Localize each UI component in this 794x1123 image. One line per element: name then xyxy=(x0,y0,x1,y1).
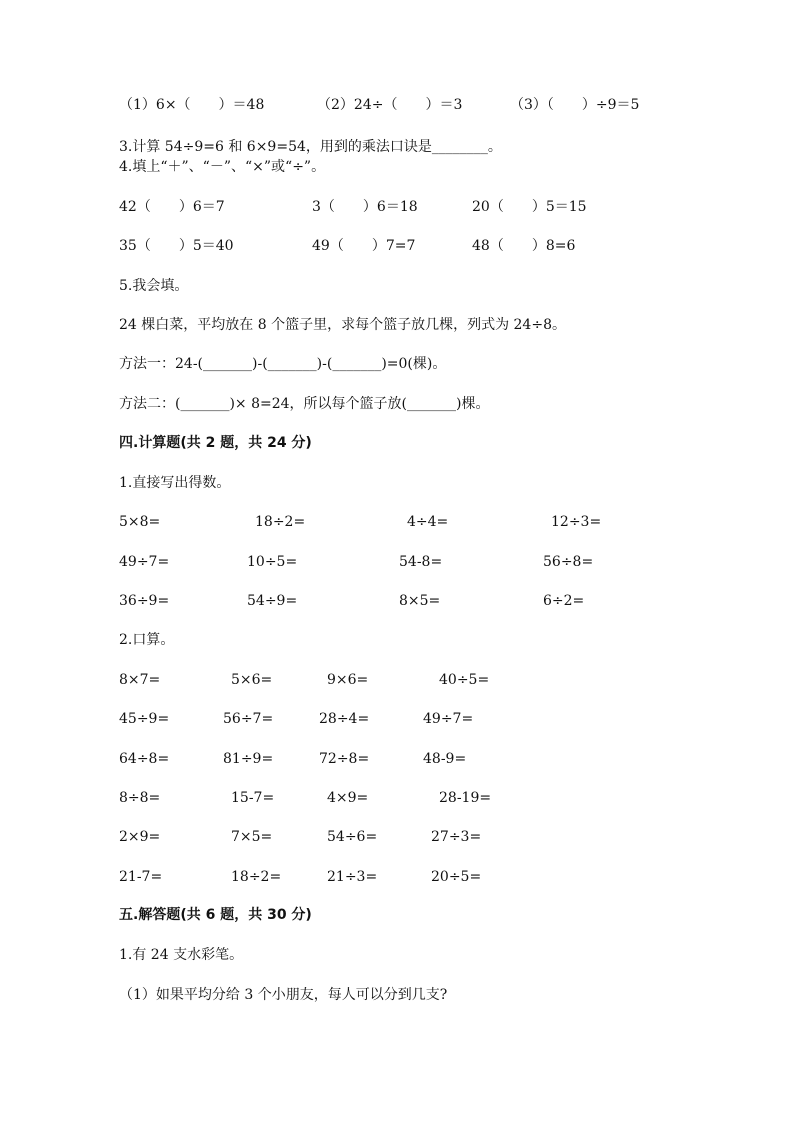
calc-item: 7×5= xyxy=(231,829,273,845)
answer-q1-text xyxy=(0,945,794,965)
calc-item: 56÷8= xyxy=(543,554,594,570)
fill-row-1 xyxy=(0,95,794,115)
fill-item-2: （2）24÷（ ）＝3 xyxy=(317,97,463,113)
operator-item: 20（ ）5＝15 xyxy=(472,199,587,215)
calc-item: 28÷4= xyxy=(319,711,370,727)
q3-text xyxy=(0,137,794,157)
calc-item: 4÷4= xyxy=(407,514,449,530)
calc2-row-2 xyxy=(0,709,794,729)
method-one-text: 方法一：24-(_______)-(_______)-(_______)=0(棵)。 xyxy=(119,356,447,372)
calc1-row-3 xyxy=(0,591,794,611)
calc-item: 10÷5= xyxy=(247,554,298,570)
calc-item: 45÷9= xyxy=(119,711,170,727)
calc-q1-text xyxy=(0,473,794,493)
q5-label: 5.我会填。 xyxy=(119,278,189,294)
calc-q1-label: 1.直接写出得数。 xyxy=(119,475,231,491)
calc-item: 40÷5= xyxy=(439,672,490,688)
calc-item: 5×6= xyxy=(231,672,273,688)
operator-item: 35（ ）5＝40 xyxy=(119,238,234,254)
answer-q1-sub1 xyxy=(0,985,794,1005)
calc2-row-6 xyxy=(0,867,794,887)
calc-item: 54-8= xyxy=(399,554,443,570)
calc-item: 72÷8= xyxy=(319,751,370,767)
calc-q2-label: 2.口算。 xyxy=(119,632,175,648)
calc-item: 49÷7= xyxy=(119,554,170,570)
calc-item: 8÷8= xyxy=(119,790,161,806)
calc-item: 4×9= xyxy=(327,790,369,806)
calc-item: 48-9= xyxy=(423,751,467,767)
calc-item: 64÷8= xyxy=(119,751,170,767)
calc2-row-5 xyxy=(0,827,794,847)
calc1-row-2 xyxy=(0,552,794,572)
calc-item: 54÷6= xyxy=(327,829,378,845)
calc2-row-1 xyxy=(0,670,794,690)
calc-item: 5×8= xyxy=(119,514,161,530)
calc1-row-1 xyxy=(0,512,794,532)
q3-label: 3.计算 54÷9=6 和 6×9=54，用到的乘法口诀是________。 xyxy=(119,139,502,155)
calc-item: 20÷5= xyxy=(431,869,482,885)
calc-item: 21÷3= xyxy=(327,869,378,885)
q5-problem-text: 24 棵白菜，平均放在 8 个篮子里，求每个篮子放几棵，列式为 24÷8。 xyxy=(119,317,566,333)
answer-q1-label: 1.有 24 支水彩笔。 xyxy=(119,947,244,963)
operator-item: 48（ ）8=6 xyxy=(472,238,576,254)
fill-item-1: （1）6×（ ）＝48 xyxy=(119,97,265,113)
calc-item: 21-7= xyxy=(119,869,163,885)
calc-item: 49÷7= xyxy=(423,711,474,727)
calc2-row-3 xyxy=(0,749,794,769)
calc-item: 2×9= xyxy=(119,829,161,845)
calc-item: 6÷2= xyxy=(543,593,585,609)
calc-item: 56÷7= xyxy=(223,711,274,727)
operator-row-2 xyxy=(0,236,794,256)
answer-q1-sub1-label: （1）如果平均分给 3 个小朋友，每人可以分到几支? xyxy=(119,987,448,1003)
calc-item: 28-19= xyxy=(439,790,492,806)
method-two xyxy=(0,394,794,414)
calc-item: 12÷3= xyxy=(551,514,602,530)
operator-item: 49（ ）7=7 xyxy=(312,238,416,254)
method-one xyxy=(0,354,794,374)
calc-item: 54÷9= xyxy=(247,593,298,609)
calc-item: 8×5= xyxy=(399,593,441,609)
calc-item: 8×7= xyxy=(119,672,161,688)
operator-item: 42（ ）6＝7 xyxy=(119,199,225,215)
q5-text xyxy=(0,276,794,296)
calc-item: 27÷3= xyxy=(431,829,482,845)
calc-item: 18÷2= xyxy=(231,869,282,885)
calc-item: 36÷9= xyxy=(119,593,170,609)
fill-item-3: （3）（ ）÷9＝5 xyxy=(510,97,640,113)
calc-item: 81÷9= xyxy=(223,751,274,767)
calc-item: 9×6= xyxy=(327,672,369,688)
method-two-text: 方法二：(_______)× 8=24，所以每个篮子放(_______)棵。 xyxy=(119,396,490,412)
operator-item: 3（ ）6＝18 xyxy=(312,199,418,215)
q4-text xyxy=(0,157,794,177)
section-5-heading xyxy=(0,905,794,925)
calc2-row-4 xyxy=(0,788,794,808)
calc-item: 18÷2= xyxy=(255,514,306,530)
section-4-title: 四.计算题(共 2 题，共 24 分) xyxy=(119,435,312,451)
operator-row-1 xyxy=(0,197,794,217)
q4-label: 4.填上“＋”、“－”、“×”或“÷”。 xyxy=(119,159,326,175)
q5-problem xyxy=(0,315,794,335)
section-4-heading xyxy=(0,433,794,453)
calc-item: 15-7= xyxy=(231,790,275,806)
section-5-title: 五.解答题(共 6 题，共 30 分) xyxy=(119,907,312,923)
calc-q2-text xyxy=(0,630,794,650)
